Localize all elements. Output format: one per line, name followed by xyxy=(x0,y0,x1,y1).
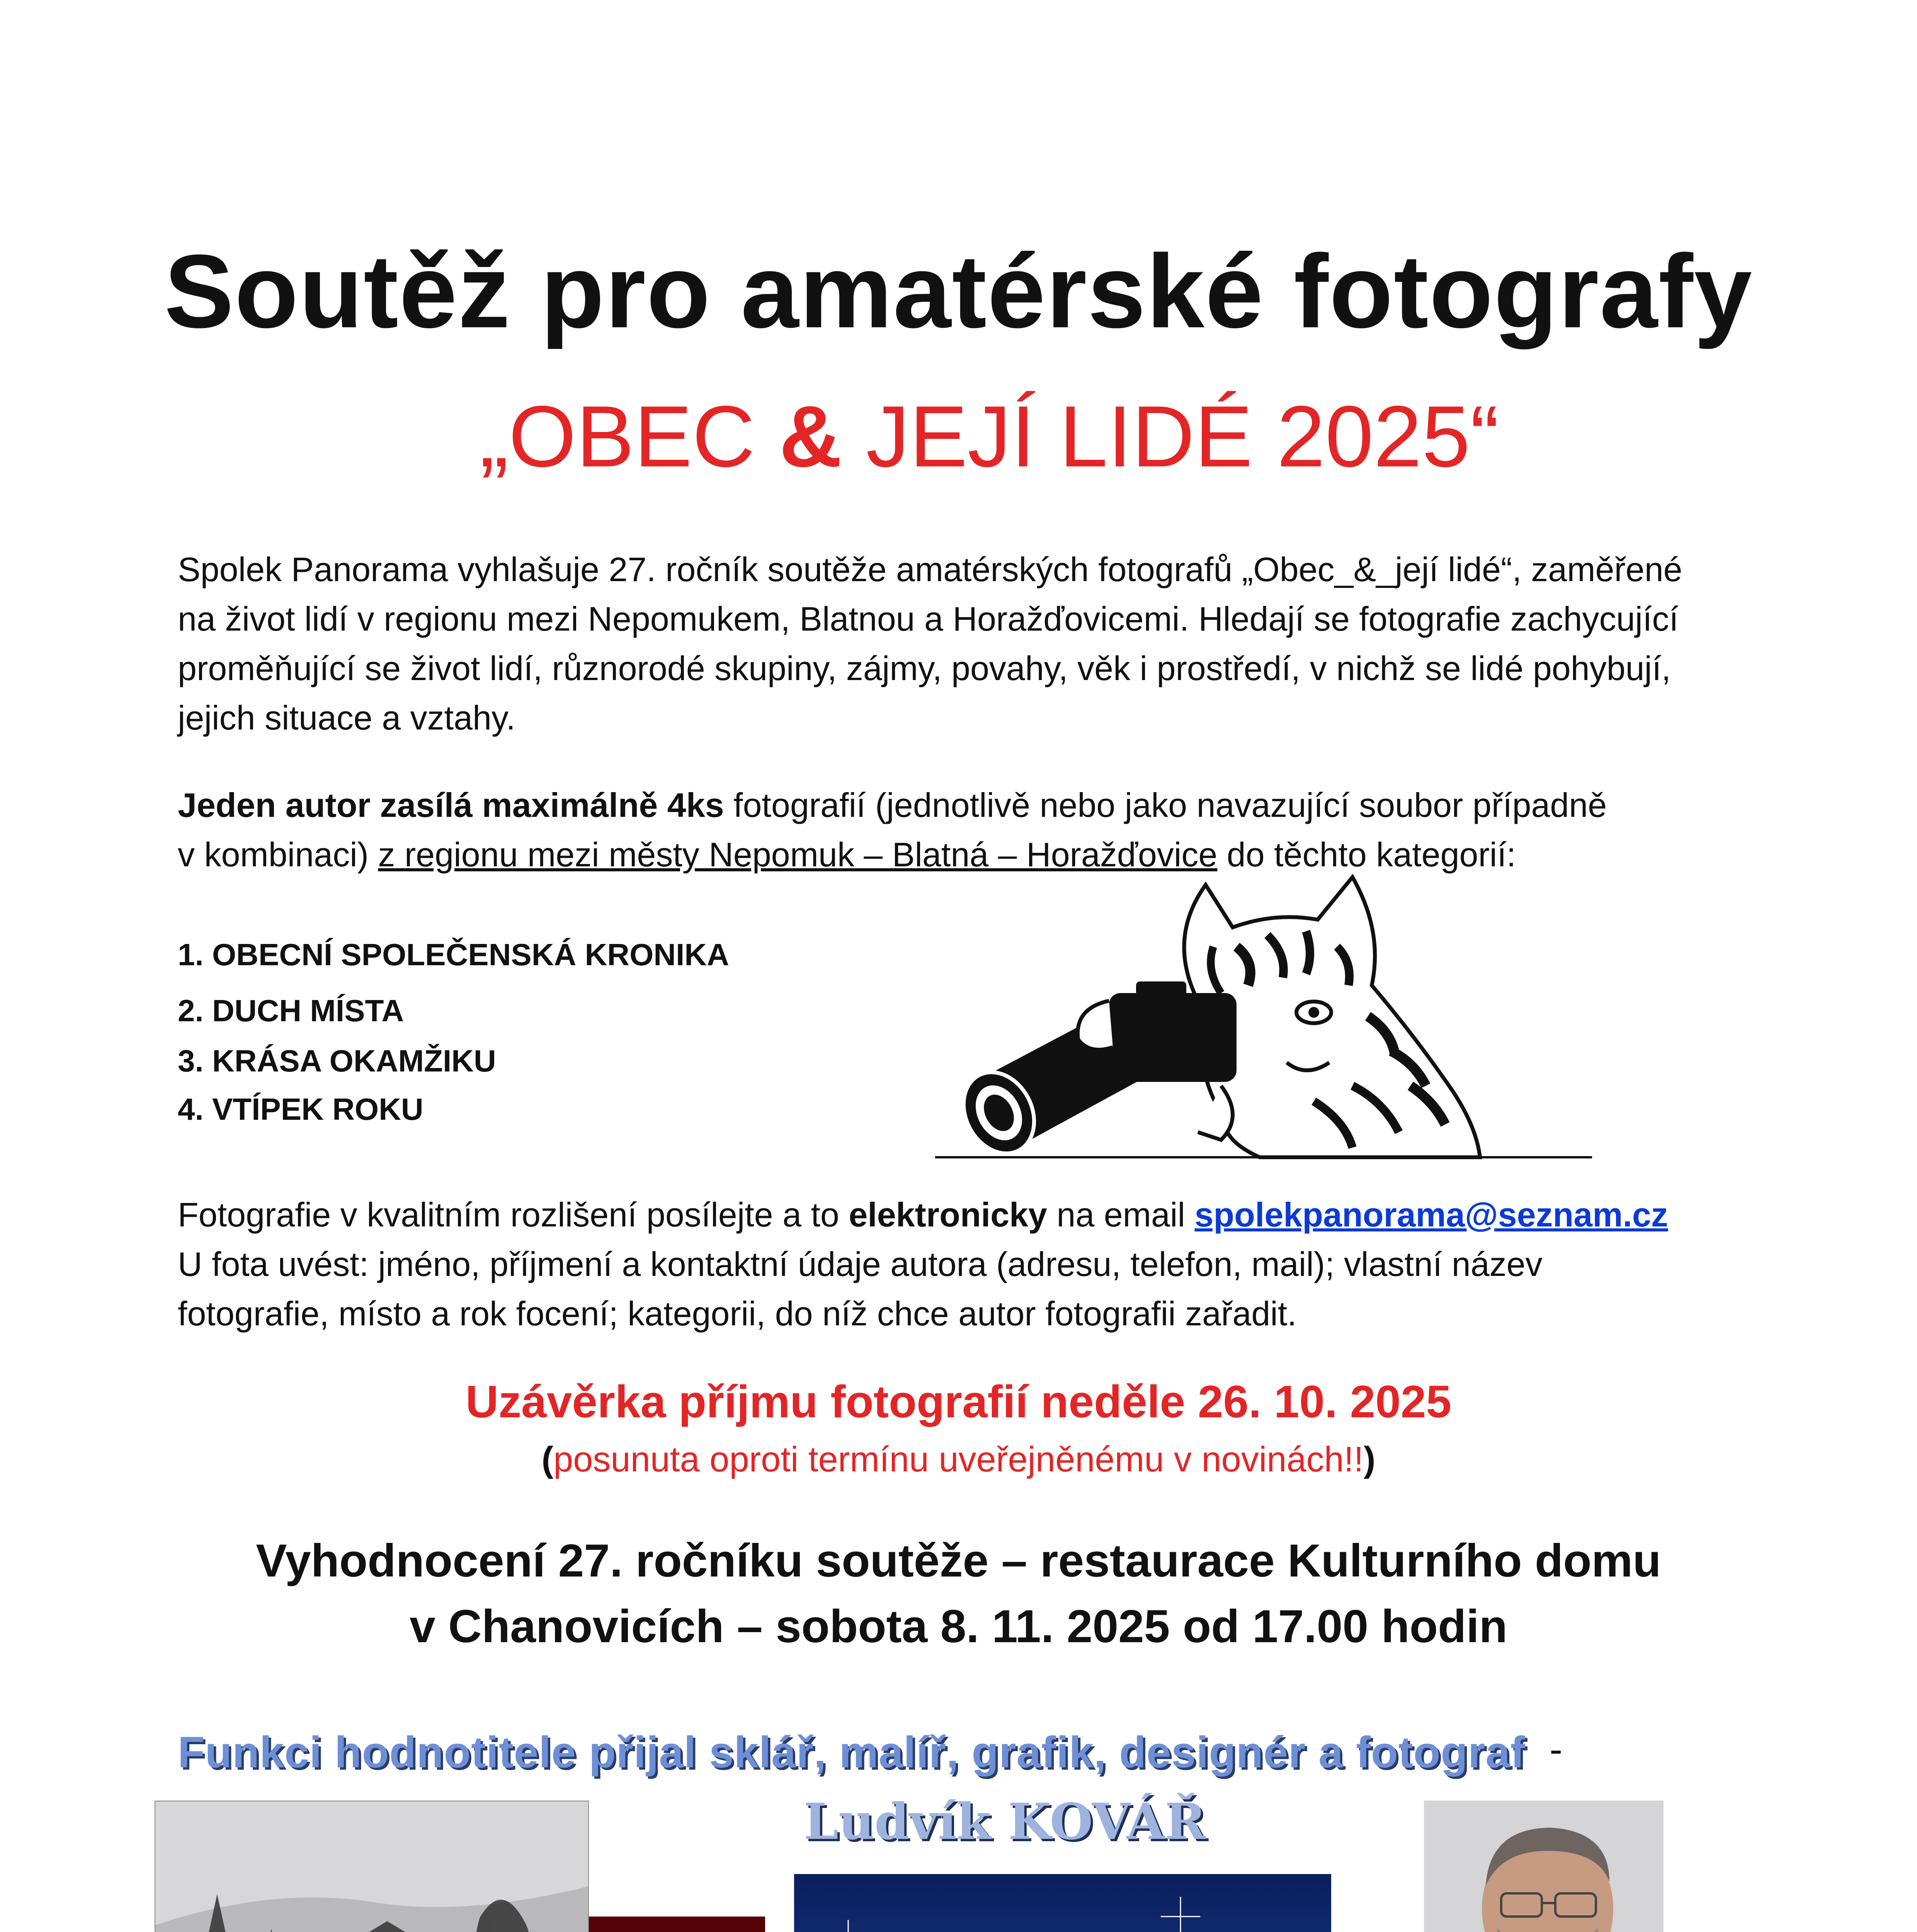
subtitle-open: „OBEC xyxy=(480,388,779,485)
judge-intro: Funkci hodnotitele přijal sklář, malíř, grafik, designér a fotograf xyxy=(178,1728,1526,1777)
evaluation-line: v Chanovicích – sobota 8. 11. 2025 od 17.00 hodin xyxy=(409,1600,1508,1652)
submission-line-3: fotografie, místo a rok focení; kategorii, do níž chce autor fotografii zařadit. xyxy=(178,1294,1297,1333)
rules-line-1 xyxy=(178,781,1762,830)
intro-line: proměňující se život lidí, různorodé skupiny, zájmy, povahy, věk i prostředí, v nichž se lidé pohybují, xyxy=(178,649,1671,687)
rules-region: z regionu mezi městy Nepomuk – Blatná – Horažďovice xyxy=(378,835,1218,874)
intro-paragraph xyxy=(178,545,1762,743)
intro-line: Spolek Panorama vyhlašuje 27. ročník soutěže amatérských fotografů „Obec_&_její lidé“, zaměřené xyxy=(178,550,1682,588)
glass-vases-photo xyxy=(794,1874,1331,1932)
category-item: 4. VTÍPEK ROKU xyxy=(178,1092,424,1126)
category-item: 2. DUCH MÍSTA xyxy=(178,993,404,1028)
submission-text-1: Fotografie v kvalitním rozlišení posílejte a to xyxy=(178,1196,849,1234)
page-subtitle xyxy=(0,386,1917,486)
intro-line: jejich situace a vztahy. xyxy=(178,699,515,737)
judge-name: Ludvík KOVÁŘ xyxy=(804,1793,1206,1851)
note-close-paren: ) xyxy=(1363,1440,1376,1479)
deadline: Uzávěrka příjmu fotografií neděle 26. 10. 2025 xyxy=(465,1376,1452,1427)
subtitle-ampersand: & xyxy=(779,388,842,485)
subtitle-rest: JEJÍ LIDÉ 2025“ xyxy=(842,388,1499,485)
page-title: Soutěž pro amatérské fotografy xyxy=(164,233,1753,350)
cat-camera-illustration xyxy=(927,869,1607,1175)
judge-portrait-photo xyxy=(1424,1801,1664,1932)
category-item: 3. KRÁSA OKAMŽIKU xyxy=(178,1044,496,1078)
submission-line-1 xyxy=(178,1190,1762,1240)
note-text: posunuta oproti termínu uveřejněnému v novinách!! xyxy=(553,1440,1364,1479)
rules-paragraph xyxy=(178,781,1762,879)
judge-dash: - xyxy=(1550,1728,1563,1771)
submission-bold: elektronicky xyxy=(849,1196,1047,1234)
note-open-paren: ( xyxy=(541,1440,554,1479)
email-link[interactable]: spolekpanorama@seznam.cz xyxy=(1194,1196,1668,1234)
evaluation-line: Vyhodnocení 27. ročníku soutěže – restaurace Kulturního domu xyxy=(256,1535,1661,1587)
submission-line-2: U fota uvést: jméno, příjmení a kontaktní údaje autora (adresu, telefon, mail); vlastní název xyxy=(178,1245,1543,1283)
rules-text-1: fotografií (jednotlivě nebo jako navazující soubor případně xyxy=(724,786,1607,824)
submission-paragraph xyxy=(178,1190,1762,1338)
rules-text-3: do těchto kategorií: xyxy=(1217,835,1516,874)
deadline-note xyxy=(0,1439,1917,1480)
rules-text-2: v kombinaci) xyxy=(178,835,378,874)
category-item: 1. OBECNÍ SPOLEČENSKÁ KRONIKA xyxy=(178,937,729,972)
landscape-sketch xyxy=(155,1801,589,1932)
rules-bold: Jeden autor zasílá maximálně 4ks xyxy=(178,786,724,824)
intro-line: na život lidí v regionu mezi Nepomukem, Blatnou a Horažďovicemi. Hledají se fotografie zachycující xyxy=(178,600,1679,638)
submission-text-2: na email xyxy=(1047,1196,1195,1234)
